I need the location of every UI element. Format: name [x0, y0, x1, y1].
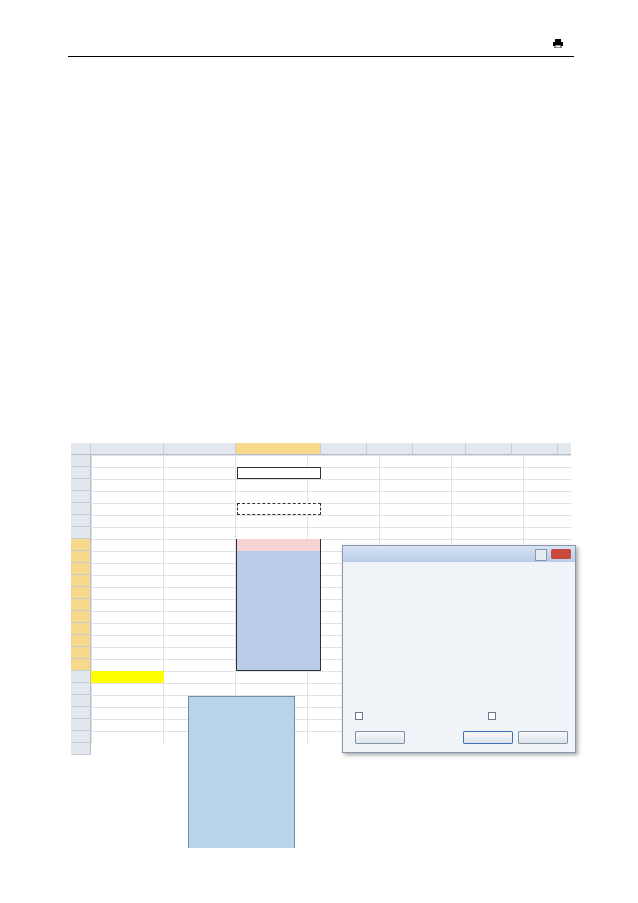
cell-b5[interactable] — [167, 503, 171, 515]
cell-basic-pay[interactable] — [236, 587, 321, 599]
cell-date[interactable] — [91, 659, 164, 671]
cell-day[interactable] — [164, 551, 236, 563]
cell-date[interactable] — [91, 587, 164, 599]
row-header[interactable] — [71, 575, 91, 587]
row-header[interactable] — [71, 539, 91, 551]
cell-basic-pay[interactable] — [236, 623, 321, 635]
cell-day[interactable] — [164, 611, 236, 623]
cell-basic-pay[interactable] — [236, 611, 321, 623]
column-header[interactable] — [164, 443, 236, 455]
cell-basic-pay[interactable] — [236, 635, 321, 647]
cell-day[interactable] — [164, 623, 236, 635]
column-header[interactable] — [512, 443, 558, 455]
row-header[interactable] — [71, 671, 91, 683]
row-header[interactable] — [71, 635, 91, 647]
cell-date[interactable] — [91, 539, 164, 551]
paste-special-dialog — [342, 545, 576, 753]
paste-link-button[interactable] — [355, 731, 405, 744]
result-header — [189, 697, 294, 709]
cell-d2[interactable] — [322, 467, 326, 479]
cell-date[interactable] — [91, 647, 164, 659]
cell-basic-pay[interactable] — [236, 659, 321, 671]
help-button[interactable] — [535, 549, 547, 561]
close-button[interactable] — [551, 549, 571, 559]
cell-date[interactable] — [91, 623, 164, 635]
transpose-checkbox[interactable] — [488, 712, 500, 720]
row-header[interactable] — [71, 467, 91, 479]
row-header[interactable] — [71, 515, 91, 527]
row-header[interactable] — [71, 551, 91, 563]
header-dates[interactable] — [91, 527, 164, 539]
cell-day[interactable] — [164, 575, 236, 587]
cell-date[interactable] — [91, 635, 164, 647]
row-header[interactable] — [71, 587, 91, 599]
cell-basic-pay[interactable] — [236, 551, 321, 563]
cell-date[interactable] — [91, 599, 164, 611]
row-header[interactable] — [71, 563, 91, 575]
row-header[interactable] — [71, 611, 91, 623]
cell-day[interactable] — [164, 539, 236, 551]
cell-c2[interactable] — [237, 467, 321, 479]
column-header[interactable] — [321, 443, 367, 455]
cell-day[interactable] — [164, 635, 236, 647]
cell-c5[interactable] — [237, 503, 321, 515]
ok-button[interactable] — [463, 731, 513, 744]
row-header[interactable] — [71, 479, 91, 491]
row-header[interactable] — [71, 683, 91, 695]
row-header[interactable] — [71, 503, 91, 515]
row-header[interactable] — [71, 659, 91, 671]
cell-date[interactable] — [91, 551, 164, 563]
column-header[interactable] — [367, 443, 413, 455]
skip-blanks-checkbox[interactable] — [355, 712, 367, 720]
row-header[interactable] — [71, 623, 91, 635]
row-header[interactable] — [71, 695, 91, 707]
header-day[interactable] — [164, 527, 236, 539]
cell-a20[interactable] — [91, 671, 164, 683]
row-header[interactable] — [71, 527, 91, 539]
printer-icon — [553, 39, 563, 48]
cell-day[interactable] — [164, 659, 236, 671]
header-divider — [68, 56, 574, 57]
result-range — [188, 696, 295, 848]
select-all-corner[interactable] — [71, 443, 91, 455]
column-header[interactable] — [236, 443, 321, 455]
row-header[interactable] — [71, 599, 91, 611]
row-header[interactable] — [71, 707, 91, 719]
cell-basic-pay[interactable] — [236, 539, 321, 551]
cell-basic-pay[interactable] — [236, 647, 321, 659]
cell-date[interactable] — [91, 611, 164, 623]
cell-a2[interactable] — [92, 467, 96, 479]
cell-day[interactable] — [164, 563, 236, 575]
cell-b3[interactable] — [181, 479, 185, 491]
row-header[interactable] — [71, 647, 91, 659]
cell-basic-pay[interactable] — [236, 575, 321, 587]
header-change[interactable] — [236, 527, 321, 539]
header-total[interactable] — [368, 527, 372, 539]
row-header[interactable] — [71, 719, 91, 731]
column-header[interactable] — [91, 443, 164, 455]
cell-day[interactable] — [164, 647, 236, 659]
cell-day[interactable] — [164, 599, 236, 611]
row-header[interactable] — [71, 743, 91, 755]
cell-a3[interactable] — [92, 479, 96, 491]
cell-basic-pay[interactable] — [236, 599, 321, 611]
cancel-button[interactable] — [518, 731, 568, 744]
row-header[interactable] — [71, 731, 91, 743]
cell-date[interactable] — [91, 563, 164, 575]
row-header[interactable] — [71, 491, 91, 503]
column-header[interactable] — [466, 443, 512, 455]
column-header[interactable] — [413, 443, 466, 455]
cell-day[interactable] — [164, 587, 236, 599]
cell-date[interactable] — [91, 575, 164, 587]
column-header[interactable] — [558, 443, 571, 455]
cell-basic-pay[interactable] — [236, 563, 321, 575]
header-fixed[interactable] — [322, 527, 326, 539]
header-page — [553, 36, 566, 51]
row-header[interactable] — [71, 455, 91, 467]
